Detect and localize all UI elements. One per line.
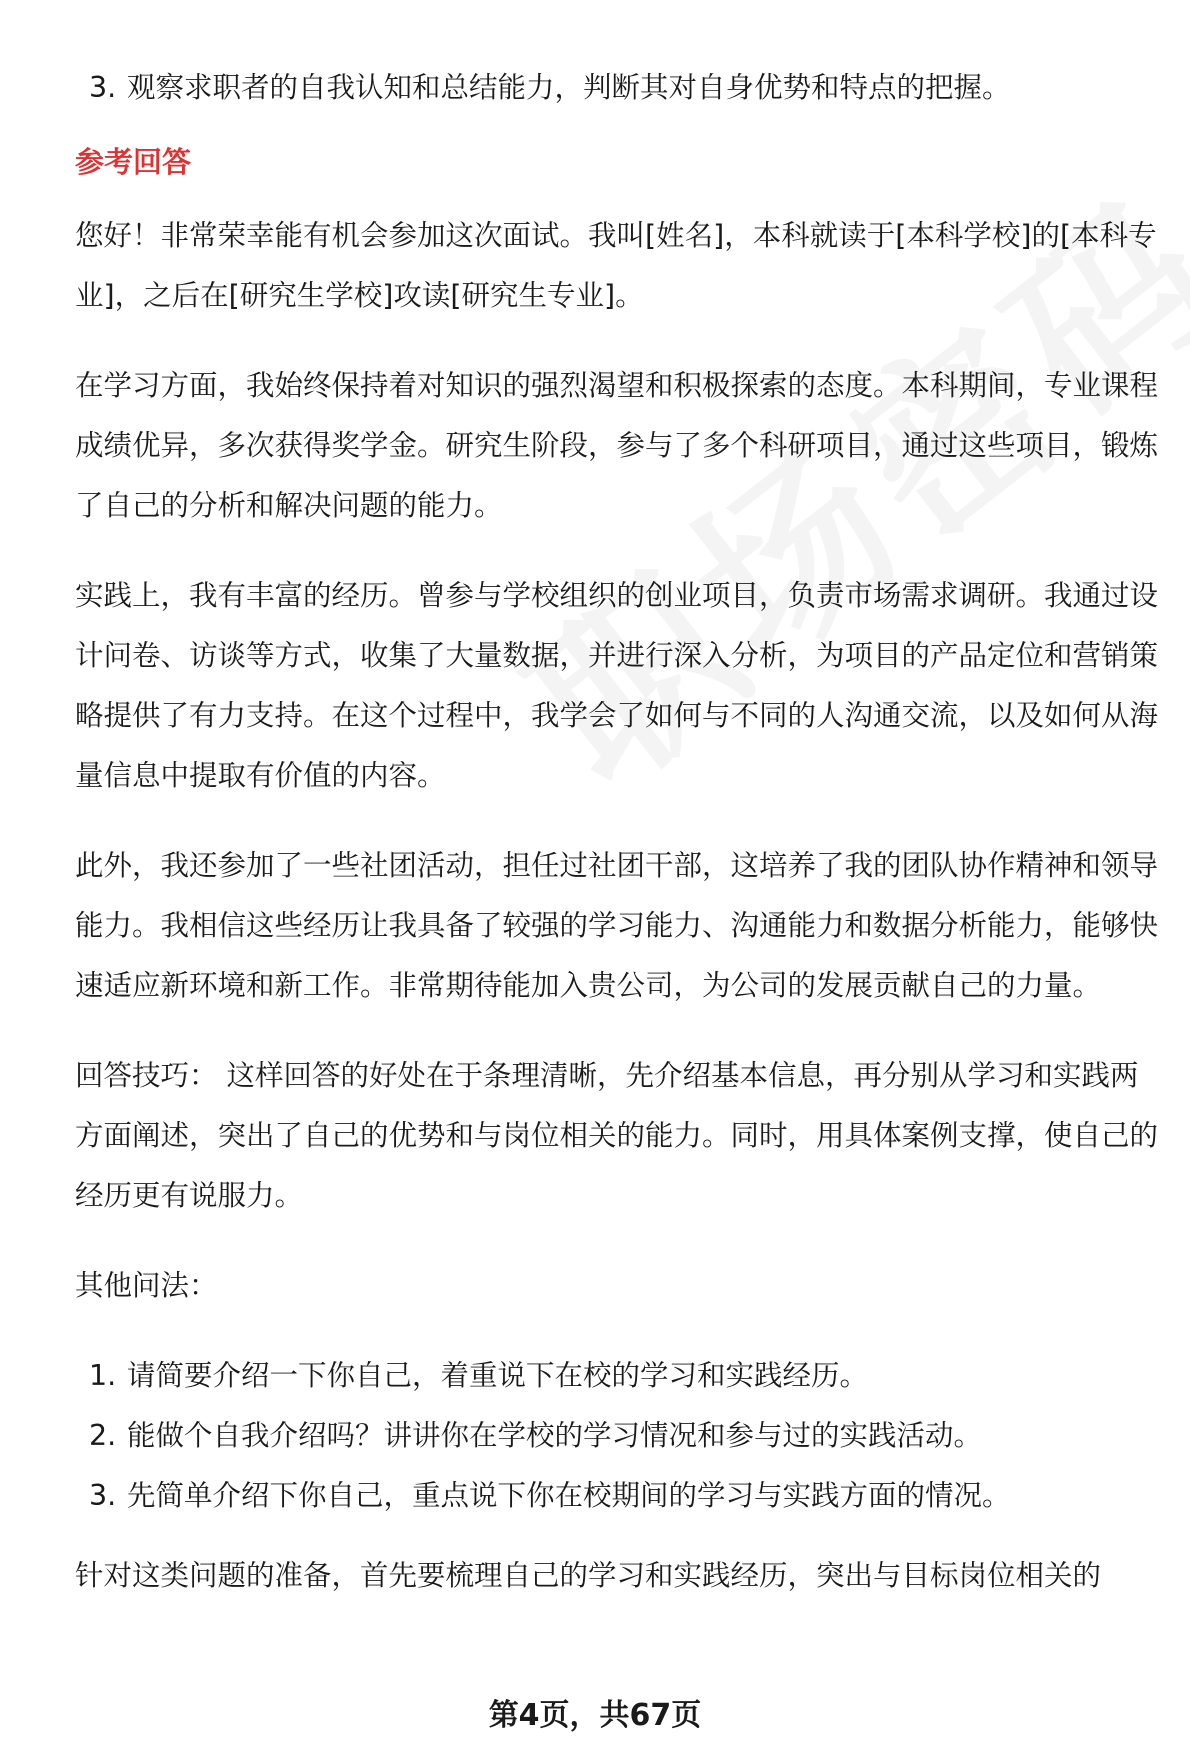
list-number: 3. — [89, 1479, 117, 1512]
list-item — [75, 1466, 1165, 1526]
other-questions-label: 其他问法： — [75, 1269, 218, 1302]
list-text: 先简单介绍下你自己，重点说下你在校期间的学习与实践方面的情况。 — [127, 1479, 1011, 1512]
paragraph-practice: 实践上，我有丰富的经历。曾参与学校组织的创业项目，负责市场需求调研。我通过设计问卷、访谈等方式，收集了大量数据，并进行深入分析，为项目的产品定位和营销策略提供了有力支持。在这个过程中，我学会了如何与不同的人沟通交流，以及如何从海量信息中提取有价值的内容。 — [75, 579, 1159, 792]
paragraph-tips: 回答技巧： 这样回答的好处在于条理清晰，先介绍基本信息，再分别从学习和实践两方面阐述，突出了自己的优势和与岗位相关的能力。同时，用具体案例支撑，使自己的经历更有说服力。 — [75, 1059, 1159, 1212]
list-item — [75, 1346, 1165, 1406]
paragraph-intro: 您好！非常荣幸能有机会参加这次面试。我叫[姓名]，本科就读于[本科学校]的[本科专业]，之后在[研究生学校]攻读[研究生专业]。 — [75, 219, 1157, 312]
other-questions-list — [75, 1346, 1165, 1526]
paragraph-closing: 针对这类问题的准备，首先要梳理自己的学习和实践经历，突出与目标岗位相关的 — [75, 1559, 1102, 1592]
list-item — [75, 58, 1165, 118]
list-text: 请简要介绍一下你自己，着重说下在校的学习和实践经历。 — [127, 1359, 869, 1392]
top-list — [75, 58, 1165, 118]
page-footer: 第4页，共67页 — [488, 1698, 702, 1733]
list-text: 观察求职者的自我认知和总结能力，判断其对自身优势和特点的把握。 — [127, 71, 1011, 104]
list-number: 3. — [89, 71, 117, 104]
answer-heading: 参考回答 — [75, 145, 192, 179]
list-item — [75, 1406, 1165, 1466]
paragraph-study: 在学习方面，我始终保持着对知识的强烈渴望和积极探索的态度。本科期间，专业课程成绩优异，多次获得奖学金。研究生阶段，参与了多个科研项目，通过这些项目，锻炼了自己的分析和解决问题的能力。 — [75, 369, 1159, 522]
list-number: 1. — [89, 1359, 117, 1392]
list-text: 能做个自我介绍吗？讲讲你在学校的学习情况和参与过的实践活动。 — [127, 1419, 983, 1452]
page-content — [75, 58, 1165, 1606]
list-number: 2. — [89, 1419, 117, 1452]
paragraph-activities: 此外，我还参加了一些社团活动，担任过社团干部，这培养了我的团队协作精神和领导能力。我相信这些经历让我具备了较强的学习能力、沟通能力和数据分析能力，能够快速适应新环境和新工作。非常期待能加入贵公司，为公司的发展贡献自己的力量。 — [75, 849, 1159, 1002]
